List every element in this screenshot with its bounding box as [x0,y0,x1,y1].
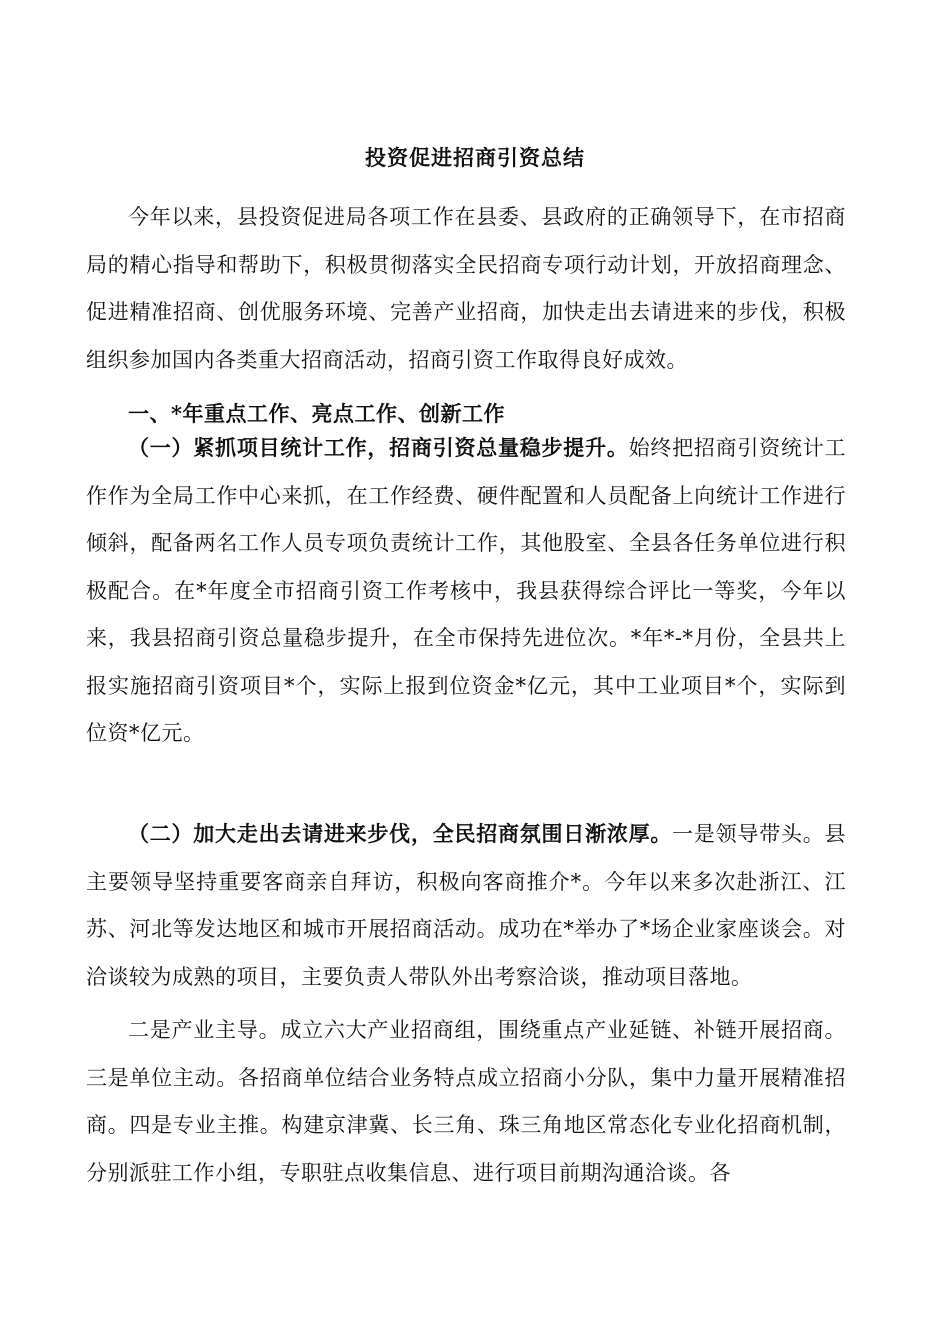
document-title: 投资促进招商引资总结 [365,145,585,170]
section-heading: 一、*年重点工作、亮点工作、创新工作 [128,401,505,426]
continuation-paragraph: 二是产业主导。成立六大产业招商组，围绕重点产业延链、补链开展招商。三是单位主动。各招商单位结合业务特点成立招商小分队，集中力量开展精准招商。四是专业主推。构建京津冀、长三角、珠三角地区常态化专业化招商机制，分别派驻工作小组，专职驻点收集信息、进行项目前期沟通洽谈。各 [86,1018,846,1185]
intro-paragraph: 今年以来，县投资促进局各项工作在县委、县政府的正确领导下，在市招商局的精心指导和帮助下，积极贯彻落实全民招商专项行动计划，开放招商理念、促进精准招商、创优服务环境、完善产业招商，加快走出去请进来的步伐，积极组织参加国内各类重大招商活动，招商引资工作取得良好成效。 [86,205,846,372]
item-2-paragraph [86,810,846,1001]
item-1-lead: （一）紧抓项目统计工作，招商引资总量稳步提升。 [128,435,629,460]
item-1-body: 始终把招商引资统计工作作为全局工作中心来抓，在工作经费、硬件配置和人员配备上向统计工作进行倾斜，配备两名工作人员专项负责统计工作，其他股室、全县各任务单位进行积极配合。在*年度全市招商引资工作考核中，我县获得综合评比一等奖，今年以来，我县招商引资总量稳步提升，在全市保持先进位次。*年*-*月份，全县共上报实施招商引资项目*个，实际上报到位资金*亿元，其中工业项目*个，实际到位资*亿元。 [86,436,846,745]
item-1-paragraph [86,424,846,758]
item-2-body: 一是领导带头。县主要领导坚持重要客商亲自拜访，积极向客商推介*。今年以来多次赴浙江、江苏、河北等发达地区和城市开展招商活动。成功在*举办了*场企业家座谈会。对洽谈较为成熟的项目，主要负责人带队外出考察洽谈，推动项目落地。 [86,822,846,989]
item-2-lead: （二）加大走出去请进来步伐，全民招商氛围日渐浓厚。 [128,821,673,846]
